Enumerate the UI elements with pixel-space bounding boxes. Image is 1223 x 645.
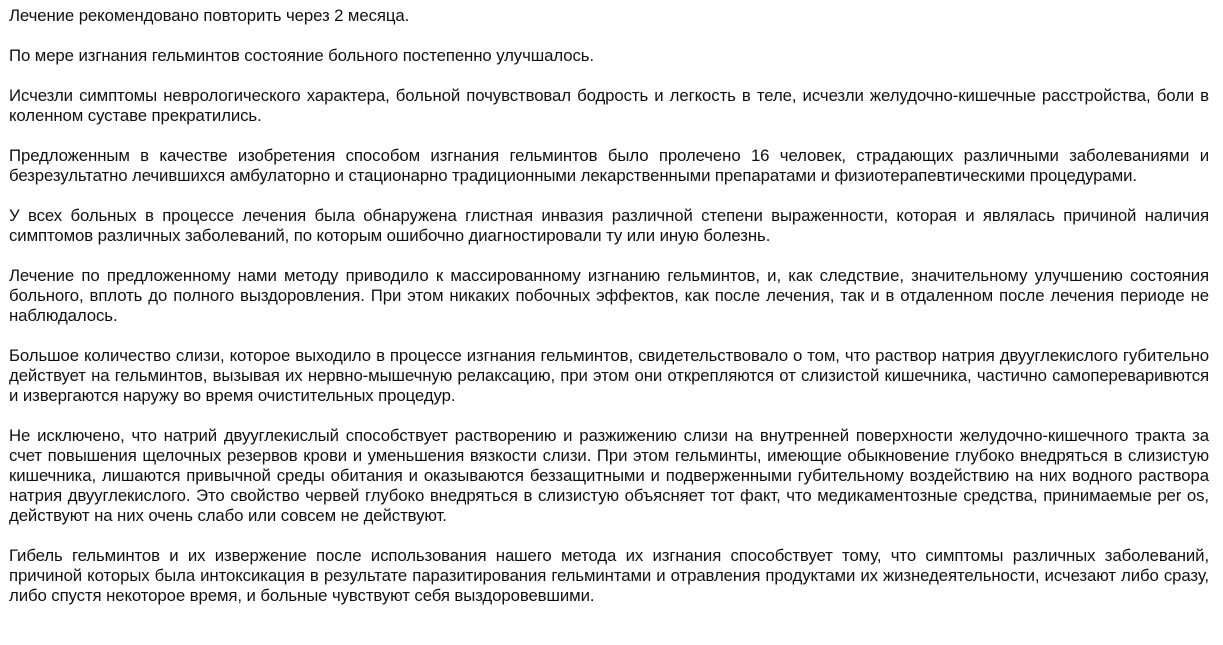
paragraph-3: Исчезли симптомы неврологического характера, больной почувствовал бодрость и легкость в теле, исчезли желудочно-кишечные расстройства, боли в коленном суставе прекратились. <box>9 86 1209 125</box>
paragraph-6: Лечение по предложенному нами методу приводило к массированному изгнанию гельминтов, и, как следствие, значительному улучшению состояния больного, вплоть до полного выздоровления. При этом никаких побочных эффектов, как после лечения, так и в отдаленном после лечения периоде не наблюдалось. <box>9 266 1209 325</box>
paragraph-8: Не исключено, что натрий двууглекислый способствует растворению и разжижению слизи на внутренней поверхности желудочно-кишечного тракта за счет повышения щелочных резервов крови и уменьшения вязкости слизи. При этом гельминты, имеющие обыкновение глубоко внедряться в слизистую кишечника, лишаются привычной среды обитания и оказываются беззащитными и подверженными губительному воздействию на них водного раствора натрия двууглекислого. Это свойство червей глубоко внедряться в слизистую объясняет тот факт, что медикаментозные средства, принимаемые per os, действуют на них очень слабо или совсем не действуют. <box>9 426 1209 525</box>
paragraph-4: Предложенным в качестве изобретения способом изгнания гельминтов было пролечено 16 человек, страдающих различными заболеваниями и безрезультатно лечившихся амбулаторно и стационарно традиционными лекарственными препаратами и физиотерапевтическими процедурами. <box>9 146 1209 185</box>
paragraph-7: Большое количество слизи, которое выходило в процессе изгнания гельминтов, свидетельствовало о том, что раствор натрия двууглекислого губительно действует на гельминтов, вызывая их нервно-мышечную релаксацию, при этом они открепляются от слизистой кишечника, частично самопереваривются и извергаются наружу во время очистительных процедур. <box>9 346 1209 405</box>
paragraph-2: По мере изгнания гельминтов состояние больного постепенно улучшалось. <box>9 46 594 65</box>
paragraph-5: У всех больных в процессе лечения была обнаружена глистная инвазия различной степени выраженности, которая и являлась причиной наличия симптомов различных заболеваний, по которым ошибочно диагностировали ту или иную болезнь. <box>9 206 1209 245</box>
paragraph-9: Гибель гельминтов и их извержение после использования нашего метода их изгнания способствует тому, что симптомы различных заболеваний, причиной которых была интоксикация в результате паразитирования гельминтами и отравления продуктами их жизнедеятельности, исчезают либо сразу, либо спустя некоторое время, и больные чувствуют себя выздоровевшими. <box>9 546 1209 605</box>
paragraph-1: Лечение рекомендовано повторить через 2 месяца. <box>9 6 410 25</box>
